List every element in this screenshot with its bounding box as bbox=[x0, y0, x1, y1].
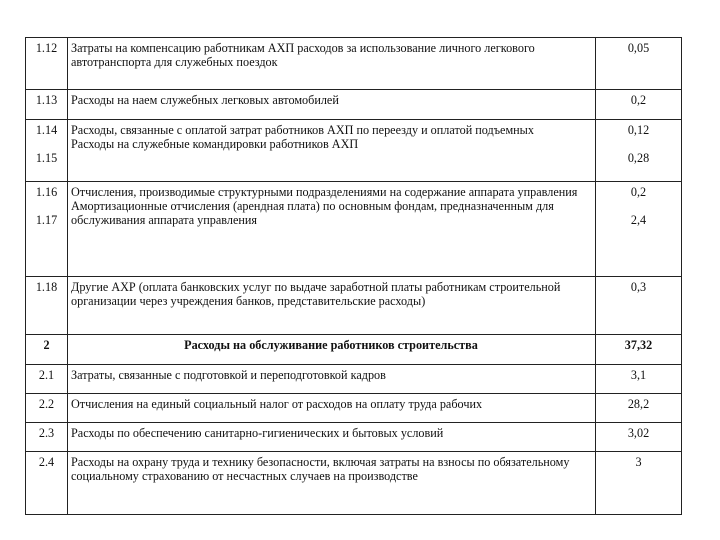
row-value: 0,05 bbox=[596, 38, 682, 90]
table-row bbox=[26, 277, 682, 335]
row-number: 1.13 bbox=[26, 90, 68, 120]
table-row bbox=[26, 182, 682, 277]
row-description: Расходы на наем служебных легковых автомобилей bbox=[68, 90, 596, 120]
row-value: 3,02 bbox=[596, 423, 682, 452]
section-value: 37,32 bbox=[596, 335, 682, 365]
row-number-b: 1.15 bbox=[35, 151, 58, 165]
row-value bbox=[596, 120, 682, 182]
row-number-a: 1.16 bbox=[35, 185, 58, 199]
row-description-a: Отчисления, производимые структурными подразделениями на содержание аппарата управления bbox=[71, 185, 578, 199]
row-number: 2.4 bbox=[26, 452, 68, 515]
row-number bbox=[26, 182, 68, 277]
table-row bbox=[26, 90, 682, 120]
row-description-b: Амортизационные отчисления (арендная плата) по основным фондам, предназначенным для обслуживания аппарата управления bbox=[71, 199, 554, 227]
row-value: 28,2 bbox=[596, 394, 682, 423]
row-value-b: 0,28 bbox=[627, 151, 650, 165]
row-number: 2.1 bbox=[26, 365, 68, 394]
section-row bbox=[26, 335, 682, 365]
cost-table bbox=[25, 37, 682, 515]
row-value: 3,1 bbox=[596, 365, 682, 394]
row-value-b: 2,4 bbox=[630, 213, 647, 227]
row-value bbox=[596, 182, 682, 277]
table-row bbox=[26, 394, 682, 423]
table-row bbox=[26, 120, 682, 182]
table-row bbox=[26, 423, 682, 452]
row-number: 2.2 bbox=[26, 394, 68, 423]
row-value-a: 0,12 bbox=[627, 123, 650, 137]
row-value: 3 bbox=[596, 452, 682, 515]
row-number: 1.18 bbox=[26, 277, 68, 335]
row-description: Расходы на охрану труда и технику безопасности, включая затраты на взносы по обязательному социальному страхованию от несчастных случаев на производстве bbox=[68, 452, 596, 515]
row-number: 1.12 bbox=[26, 38, 68, 90]
row-number: 2.3 bbox=[26, 423, 68, 452]
row-value-a: 0,2 bbox=[630, 185, 647, 199]
row-description: Расходы по обеспечению санитарно-гигиенических и бытовых условий bbox=[68, 423, 596, 452]
row-value: 0,2 bbox=[596, 90, 682, 120]
row-description bbox=[68, 182, 596, 277]
row-description: Отчисления на единый социальный налог от расходов на оплату труда рабочих bbox=[68, 394, 596, 423]
table-row bbox=[26, 452, 682, 515]
row-description bbox=[68, 120, 596, 182]
row-number-a: 1.14 bbox=[35, 123, 58, 137]
row-description: Затраты, связанные с подготовкой и переподготовкой кадров bbox=[68, 365, 596, 394]
section-number: 2 bbox=[26, 335, 68, 365]
row-number bbox=[26, 120, 68, 182]
row-value: 0,3 bbox=[596, 277, 682, 335]
row-description-b: Расходы на служебные командировки работников АХП bbox=[71, 137, 359, 151]
table-row bbox=[26, 38, 682, 90]
row-description: Затраты на компенсацию работникам АХП расходов за использование личного легкового автотранспорта для служебных поездок bbox=[68, 38, 596, 90]
section-title: Расходы на обслуживание работников строительства bbox=[68, 335, 596, 365]
table-row bbox=[26, 365, 682, 394]
row-description-a: Расходы, связанные с оплатой затрат работников АХП по переезду и оплатой подъемных bbox=[71, 123, 534, 137]
row-number-b: 1.17 bbox=[35, 213, 58, 227]
row-description: Другие АХР (оплата банковских услуг по выдаче заработной платы работникам строительной организации через учреждения банков, представительские расходы) bbox=[68, 277, 596, 335]
